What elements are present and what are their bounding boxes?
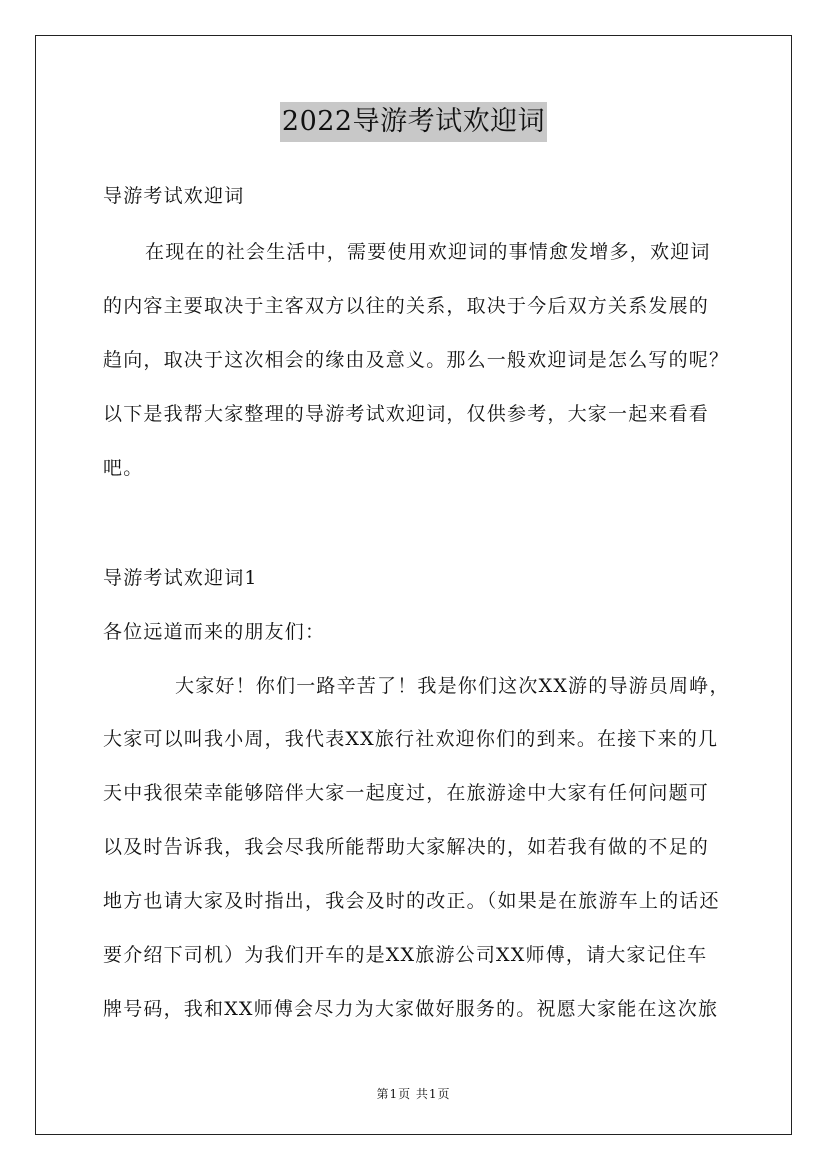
intro-line: 吧。 (103, 457, 144, 479)
greeting: 各位远道而来的朋友们： (103, 621, 326, 643)
body-line: 地方也请大家及时指出，我会及时的改正。（如果是在旅游车上的话还 (103, 890, 720, 912)
body-line: 要介绍下司机）为我们开车的是XX旅游公司XX师傅，请大家记住车 (103, 944, 708, 966)
page-footer: 第1页 共1页 (376, 1087, 451, 1101)
intro-line: 的内容主要取决于主客双方以往的关系，取决于今后双方关系发展的 (103, 295, 710, 317)
body-line: 以及时告诉我，我会尽我所能帮助大家解决的，如若我有做的不足的 (103, 836, 710, 858)
body-line: 大家可以叫我小周，我代表XX旅行社欢迎你们的到来。在接下来的几 (103, 728, 719, 750)
intro-line: 以下是我帮大家整理的导游考试欢迎词，仅供参考，大家一起来看看 (103, 403, 710, 425)
intro-line: 趋向，取决于这次相会的缘由及意义。那么一般欢迎词是怎么写的呢？ (103, 349, 730, 371)
intro-line: 在现在的社会生活中，需要使用欢迎词的事情愈发增多，欢迎词 (145, 241, 711, 263)
document-title: 2022导游考试欢迎词 (280, 102, 547, 142)
title-wrap (0, 102, 827, 142)
section-heading: 导游考试欢迎词1 (103, 567, 258, 589)
body-line: 大家好！你们一路辛苦了！我是你们这次XX游的导游员周峥， (175, 675, 730, 697)
body-line: 天中我很荣幸能够陪伴大家一起度过，在旅游途中大家有任何问题可 (103, 782, 710, 804)
body-line: 牌号码，我和XX师傅会尽力为大家做好服务的。祝愿大家能在这次旅 (103, 998, 719, 1020)
subtitle: 导游考试欢迎词 (103, 185, 245, 207)
